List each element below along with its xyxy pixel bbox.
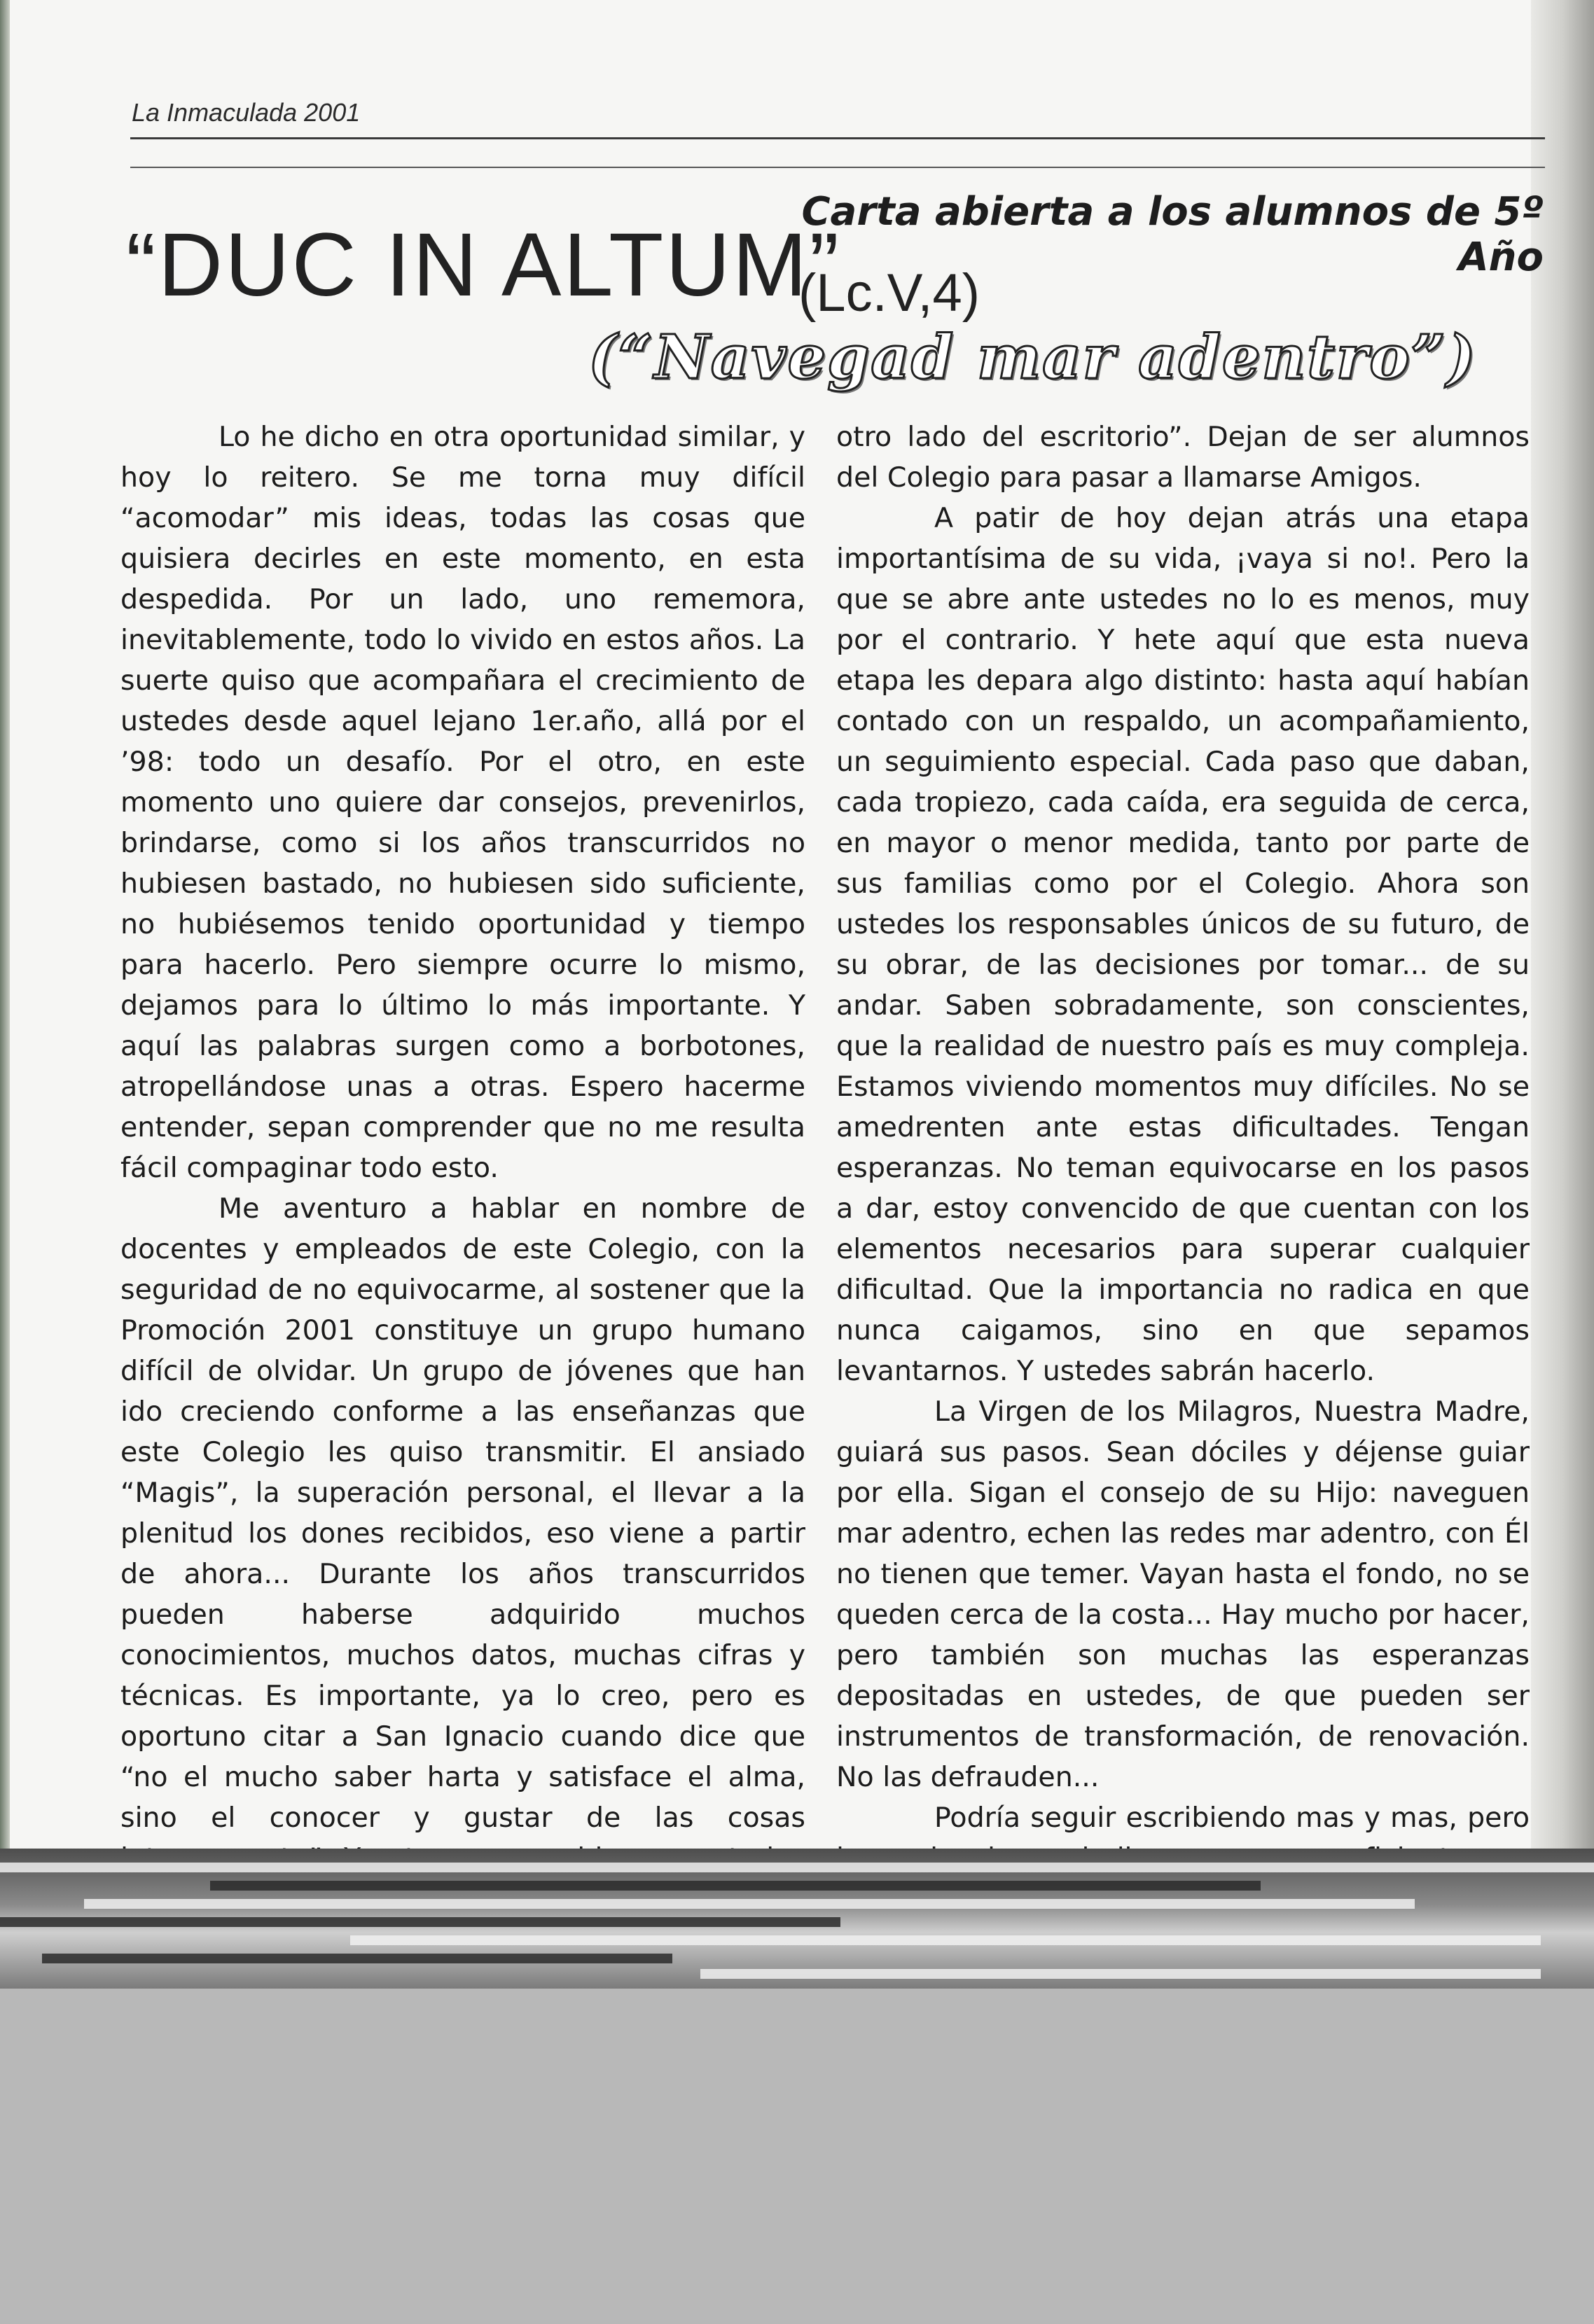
scan-stripe (700, 1969, 1541, 1979)
running-head: La Inmaculada 2001 (132, 98, 361, 127)
article-kicker: Carta abierta a los alumnos de 5º Año (801, 189, 1544, 280)
paragraph: Me aventuro a hablar en nombre de docentes y empleados de este Colegio, con la seguridad de no equivocarme, al sostener que la Promoción 2001 constituye un grupo humano difícil de olvidar. Un grupo de jóvenes que han ido creciendo conforme a las enseñanzas que este Colegio les quiso transmitir. El ansiado “Magis”, la superación personal, el llevar a la plenitud los dones recibidos, eso viene a partir de ahora... Durante los años transcurridos pueden haberse adquirido muchos conocimientos, muchos datos, muchas cifras y técnicas. Es importante, ya lo creo, pero es oportuno citar a San Ignacio cuando dice que “no el mucho saber harta y satisface el alma, sino el conocer y gustar de las cosas (120, 1192, 805, 1834)
scan-stripe (0, 1917, 840, 1927)
paragraph: Podría seguir escribiendo mas y mas, pero (934, 1802, 1530, 1834)
paragraph: A patir de hoy dejan atrás una etapa importantísima de su vida, ¡vaya si no!. Pero la que se abre ante ustedes no lo es menos, muy por el contrario. Y hete aquí que esta nueva etapa les depara algo distinto: hasta aquí habían contado con un respaldo, un acompañamiento, un seguimiento especial. Cada paso que daban, cada tropiezo, cada caída, era seguida de cerca, en mayor o menor medida, tanto por parte de sus familias como por el Colegio. Ahora son ustedes los responsables únicos de su futuro, de su obrar, de las decisiones por tomar... de su andar. Saben sobradamente, son conscientes, que la realidad de nuestro país es muy compleja. Estamos viviendo momentos muy difíciles. No se amedrenten ante estas dificultades. Tengan esperanzas. No teman equivocarse en los pasos a dar, estoy convencido de que cuentan con los elementos necesarios para superar cualquier dificultad. Que la importancia no radica en que nunca caigamos, sino en que sepamos levantarnos. Y ustedes sabrán hacerlo. (836, 502, 1530, 1387)
paragraph: Lo he dicho en otra oportunidad similar, y hoy lo reitero. Se me torna muy difícil “acomodar” mis ideas, todas las cosas que quisiera decirles en este momento, en esta despedida. Por un lado, uno rememora, inevitablemente, todo lo vivido en estos años. La suerte quiso que acompañara el crecimiento de ustedes desde aquel lejano 1er.año, allá por el ’98: todo un desafío. Por el otro, en este momento uno quiere dar consejos, prevenirlos, brindarse, como si los años transcurridos no hubiesen bastado, no hubiesen sido suficiente, no hubiésemos tenido oportunidad y tiempo para hacerlo. Pero siempre ocurre lo mismo, dejamos para lo último lo más importante. Y aquí las palabras surgen como a borbotones, atropellándose unas a otras. Espero hacerme entender, sepan comprender que no me resulta fácil compaginar todo esto. (120, 421, 805, 1184)
scan-stripe (0, 1863, 1594, 1872)
right-column (836, 417, 1530, 1919)
page-gutter-left (0, 0, 10, 1849)
scan-stripe (42, 1954, 672, 1963)
scan-stripe (84, 1899, 1415, 1909)
left-column (120, 417, 805, 2082)
article-subtitle: (“Navegad mar adentro”) (588, 322, 1477, 393)
article-citation: (Lc.V,4) (798, 263, 980, 323)
scanner-background (0, 1989, 1594, 2324)
scan-distortion-band (0, 1849, 1594, 1989)
scan-stripe (210, 1881, 1261, 1891)
paragraph: otro lado del escritorio”. Dejan de ser alumnos del Colegio para pasar a llamarse Amigos. (836, 421, 1530, 494)
header-rule-top (130, 137, 1545, 139)
header-rule-bottom (130, 167, 1545, 168)
scan-stripe (350, 1935, 1541, 1945)
article-title: “DUC IN ALTUM” (126, 215, 841, 315)
paragraph: La Virgen de los Milagros, Nuestra Madre, guiará sus pasos. Sean dóciles y déjense guiar por ella. Sigan el consejo de su Hijo: naveguen mar adentro, echen las redes mar adentro, con Él no tienen que temer. Vayan hasta el fondo, no se queden cerca de la costa... Hay mucho por hacer, pero también son muchas las esperanzas depositadas en ustedes, de que pueden ser instrumentos de transformación, de renovación. No las defrauden... (836, 1396, 1530, 1793)
